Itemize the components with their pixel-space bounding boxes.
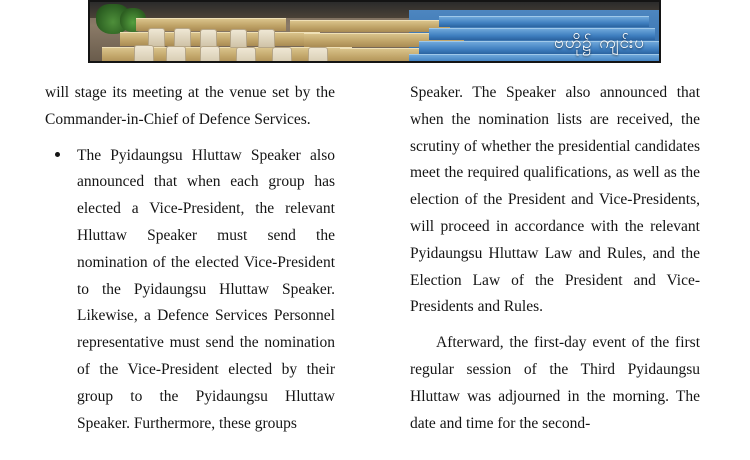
paragraph-afterward: Afterward, the first-day event of the first regular session of the Third Pyidaungsu Hluttaw was adjourned in the morning. The date and time for the second- xyxy=(410,334,700,432)
photo-image xyxy=(90,2,659,61)
photo-chair xyxy=(200,46,220,61)
text-column-right xyxy=(410,80,700,437)
list-item xyxy=(45,143,335,438)
paragraph-continuation-right: Speaker. The Speaker also announced that when the nomination lists are received, the scrutiny of whether the presidential candidates meet the required qualifications, as well as the election of the President and Vice-Presidents, will proceed in accordance with the relevant Pyidaungsu Hluttaw Law and Rules, and the Election Law of the President and Vice-Presidents and Rules. xyxy=(410,84,700,316)
paragraph-continuation-left: will stage its meeting at the venue set by the Commander-in-Chief of Defence Services. xyxy=(45,84,335,128)
photo-chair xyxy=(174,28,191,47)
text-column-left xyxy=(45,80,335,437)
photo-chair xyxy=(134,45,154,61)
list-item-text: The Pyidaungsu Hluttaw Speaker also announced that when each group has elected a Vice-President, the relevant Hluttaw Speaker must send the nomination of the elected Vice-President to the Pyidaungsu Hluttaw Speaker. Likewise, a Defence Services Personnel representative must send the nomination of the Vice-President elected by their group to the Pyidaungsu Hluttaw Speaker. Furthermore, these groups xyxy=(77,146,335,432)
photo-chair xyxy=(308,47,328,61)
photo-blue-tier xyxy=(439,16,649,27)
photo-chair xyxy=(166,46,186,61)
photo-chair xyxy=(272,47,292,61)
photo-chair xyxy=(236,47,256,61)
photo-caption-burmese: ဗဟို၌ ကျင်းပ xyxy=(554,33,645,53)
photo-chair xyxy=(258,29,275,48)
article-photo xyxy=(88,0,661,63)
photo-desk-row xyxy=(290,20,450,32)
photo-chair xyxy=(230,29,247,48)
paragraph-spacer xyxy=(410,321,700,330)
bullet-dot-icon xyxy=(55,152,60,157)
